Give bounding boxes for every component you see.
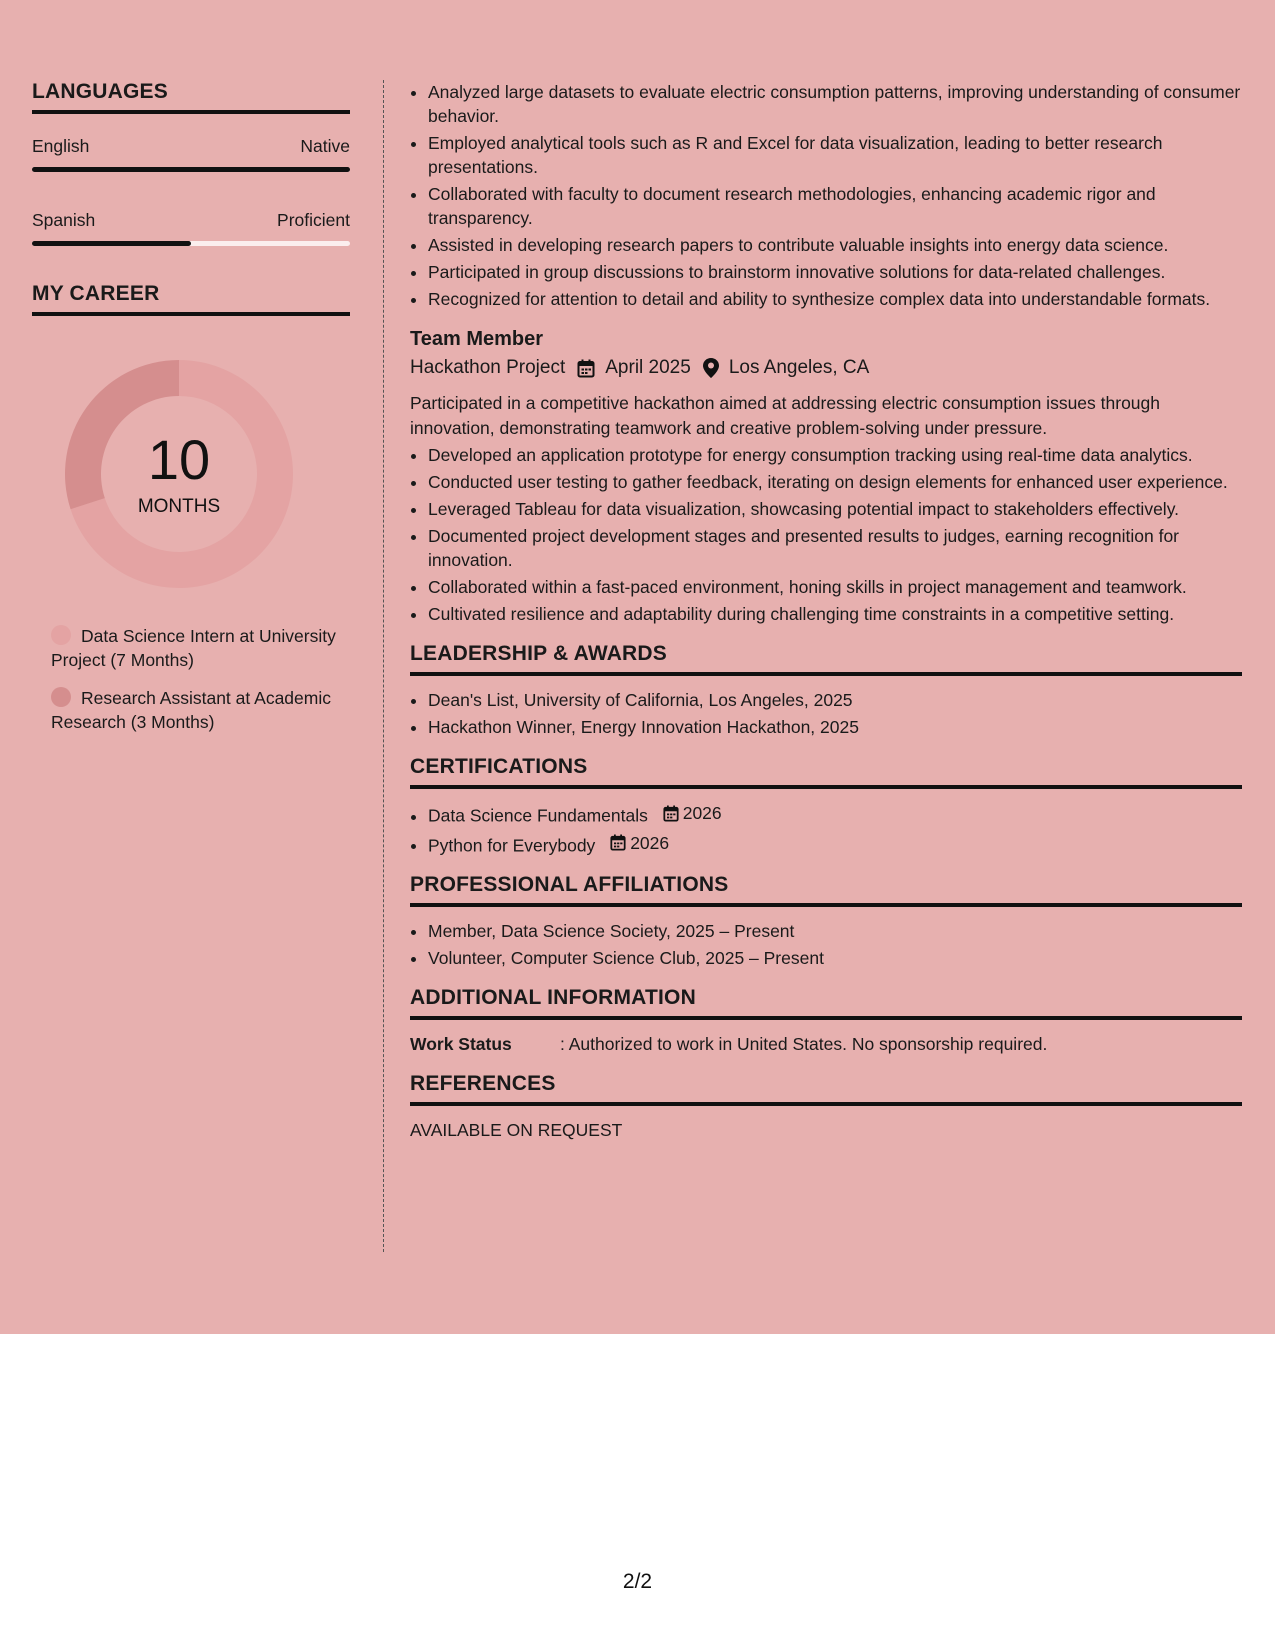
- certifications-heading: CERTIFICATIONS: [410, 755, 1242, 789]
- certifications-section: [410, 755, 1242, 857]
- language-item: [32, 134, 350, 172]
- additional-info-section: [410, 986, 1242, 1056]
- list-item: • Assisted in developing research papers to contribute valuable insights into energy data science.: [428, 233, 1242, 257]
- career-donut-chart: [65, 360, 293, 588]
- list-item: • Conducted user testing to gather feedback, iterating on design elements for enhanced user experience.: [428, 470, 1242, 494]
- role-meta: [410, 353, 1242, 383]
- organization-name: Hackathon Project: [410, 357, 566, 378]
- affiliations-heading: PROFESSIONAL AFFILIATIONS: [410, 873, 1242, 907]
- leadership-section: [410, 642, 1242, 739]
- career-legend-label: Data Science Intern at University Project (7 Months): [51, 626, 336, 670]
- certification-year: 2026: [682, 803, 722, 823]
- list-item: • Documented project development stages and presented results to judges, earning recognition for innovation.: [428, 524, 1242, 572]
- career-legend-item: [51, 624, 350, 672]
- references-section: [410, 1072, 1242, 1142]
- role-date: April 2025: [605, 357, 691, 378]
- list-item: • Employed analytical tools such as R and Excel for data visualization, leading to better research presentations.: [428, 131, 1242, 179]
- experience-bullets: [410, 80, 1242, 311]
- affiliations-section: [410, 873, 1242, 970]
- left-column: [32, 80, 350, 748]
- list-item: • Analyzed large datasets to evaluate electric consumption patterns, improving understanding of consumer behavior.: [428, 80, 1242, 128]
- language-proficiency-bar: [32, 167, 350, 172]
- language-proficiency-bar: [32, 241, 350, 246]
- career-legend-item: [51, 686, 350, 734]
- list-item: • Collaborated with faculty to document research methodologies, enhancing academic rigor and transparency.: [428, 182, 1242, 230]
- career-legend-label: Research Assistant at Academic Research (3 Months): [51, 688, 331, 732]
- references-text: AVAILABLE ON REQUEST: [410, 1120, 623, 1140]
- career-heading: MY CAREER: [32, 282, 350, 316]
- language-item: [32, 208, 350, 246]
- list-item: • Hackathon Winner, Energy Innovation Hackathon, 2025: [428, 715, 1242, 739]
- certification-year: 2026: [630, 832, 670, 853]
- career-total-number: 10: [147, 428, 211, 491]
- additional-info-heading: ADDITIONAL INFORMATION: [410, 986, 1242, 1020]
- page-number: 2/2: [622, 1570, 653, 1593]
- language-level: Proficient: [277, 210, 350, 230]
- language-proficiency-fill: [32, 241, 191, 246]
- legend-dot-icon: [51, 687, 71, 707]
- languages-heading: LANGUAGES: [32, 80, 350, 114]
- work-status-label: Work Status: [410, 1034, 512, 1054]
- list-item: • Member, Data Science Society, 2025 – Present: [428, 919, 1242, 943]
- legend-dot-icon: [51, 625, 71, 645]
- work-status-value: : Authorized to work in United States. No sponsorship required.: [560, 1034, 1048, 1054]
- language-proficiency-fill: [32, 167, 350, 172]
- hackathon-bullets: [410, 443, 1242, 626]
- list-item: • Recognized for attention to detail and ability to synthesize complex data into understandable formats.: [428, 287, 1242, 311]
- list-item: • Leveraged Tableau for data visualization, showcasing potential impact to stakeholders effectively.: [428, 497, 1242, 521]
- work-status-row: [410, 1032, 1242, 1056]
- list-item: [428, 801, 1242, 828]
- hackathon-entry: [410, 325, 1242, 626]
- list-item: • Participated in group discussions to brainstorm innovative solutions for data-related challenges.: [428, 260, 1242, 284]
- leadership-heading: LEADERSHIP & AWARDS: [410, 642, 1242, 676]
- certification-name: Data Science Fundamentals: [428, 805, 648, 826]
- career-total-unit: MONTHS: [137, 496, 221, 517]
- list-item: • Volunteer, Computer Science Club, 2025 – Present: [428, 946, 1242, 970]
- references-heading: REFERENCES: [410, 1072, 1242, 1106]
- role-location: Los Angeles, CA: [728, 357, 870, 378]
- list-item: • Dean's List, University of California, Los Angeles, 2025: [428, 688, 1242, 712]
- map-pin-icon: [703, 358, 719, 378]
- list-item: [428, 831, 1242, 858]
- list-item: • Collaborated within a fast-paced environment, honing skills in project management and teamwork.: [428, 575, 1242, 599]
- role-summary: Participated in a competitive hackathon aimed at addressing electric consumption issues through innovation, demonstrating teamwork and creative problem-solving under pressure.: [410, 393, 1160, 438]
- list-item: • Developed an application prototype for energy consumption tracking using real-time data analytics.: [428, 443, 1242, 467]
- list-item: • Cultivated resilience and adaptability during challenging time constraints in a competitive setting.: [428, 602, 1242, 626]
- language-name: English: [32, 136, 90, 156]
- languages-list: [32, 134, 350, 246]
- role-title: Team Member: [410, 328, 544, 350]
- calendar-icon: [663, 805, 679, 822]
- language-name: Spanish: [32, 210, 96, 230]
- calendar-icon: [610, 834, 626, 851]
- right-column: [410, 80, 1242, 1142]
- career-legend: [51, 624, 350, 734]
- certification-name: Python for Everybody: [428, 835, 596, 855]
- language-level: Native: [300, 136, 350, 156]
- calendar-icon: [577, 359, 595, 378]
- column-divider: [383, 80, 384, 1252]
